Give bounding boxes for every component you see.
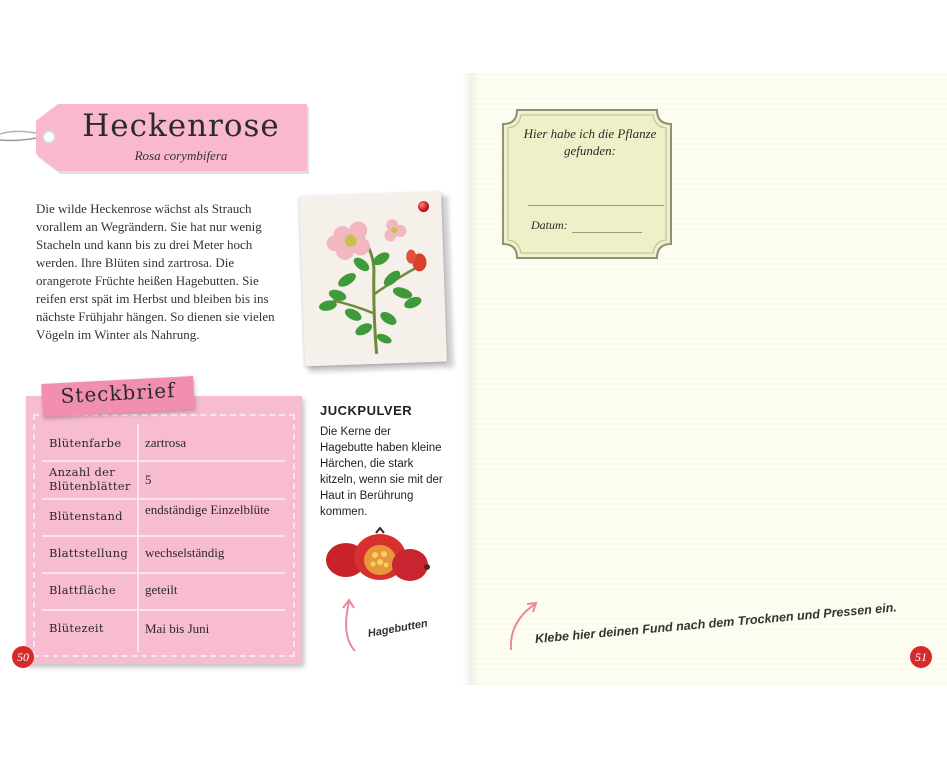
latin-name: Rosa corymbifera	[134, 148, 228, 163]
arrow-icon	[335, 596, 365, 654]
found-text: Hier habe ich die Pflanze gefunden:	[523, 126, 657, 158]
juckpulver-title: JUCKPULVER	[320, 403, 413, 418]
fact-value: Mai bis Juni	[145, 621, 210, 636]
instruction-text: Klebe hier deinen Fund nach dem Trocknen und Pressen ein.	[534, 600, 898, 646]
found-location-line	[528, 205, 664, 206]
page-number-right: 51	[910, 646, 932, 668]
gutter-shadow	[462, 73, 478, 685]
fact-value: geteilt	[145, 582, 178, 597]
rose-photo	[299, 192, 447, 367]
page-title: Heckenrose	[82, 108, 280, 144]
hagebutten-label: Hagebutten	[366, 617, 429, 640]
fact-label: Blütenstand	[49, 509, 123, 523]
fact-value: wechselständig	[145, 545, 225, 560]
pin-icon	[418, 201, 429, 212]
fact-label: Blütenfarbe	[49, 436, 122, 450]
rose-illustration-icon	[299, 192, 447, 367]
found-date-line	[572, 232, 642, 233]
fact-value: zartrosa	[145, 435, 187, 450]
fact-label: Blütezeit	[49, 621, 104, 635]
table-row-divider	[42, 498, 285, 500]
table-row-divider	[42, 535, 285, 537]
page-number-left: 50	[12, 646, 34, 668]
fact-value: 5	[145, 472, 152, 487]
fact-label: Blattstellung	[49, 546, 128, 560]
hagebutten-illustration-icon	[322, 527, 434, 589]
datum-label: Datum:	[531, 218, 568, 232]
juckpulver-text: Die Kerne der Hagebutte haben kleine Härchen, die stark kitzeln, wenn sie mit der Haut in Berührung kommen.	[320, 426, 443, 518]
table-row-divider	[42, 572, 285, 574]
fact-label: Anzahl der Blütenblätter	[49, 465, 131, 493]
fact-label: Blattfläche	[49, 583, 116, 597]
table-divider	[137, 424, 139, 652]
intro-text: Die wilde Heckenrose wächst als Strauch vorallem an Wegrändern. Sie hat nur wenig Stacheln und kann bis zu drei Meter hoch werden. Ihre Blüten sind zartrosa. Die orangerote Früchte heißen Hagebutten. Sie reifen erst spät im Herbst und bleiben bis ins nächste Frühjahr hängen. So dienen sie vielen Vögeln im Winter als Nahrung.	[36, 201, 275, 342]
fact-value: endständige Einzelblüte	[145, 502, 270, 517]
table-row-divider	[42, 609, 285, 611]
table-row-divider	[42, 460, 285, 462]
steckbrief-heading: Steckbrief	[59, 378, 177, 408]
